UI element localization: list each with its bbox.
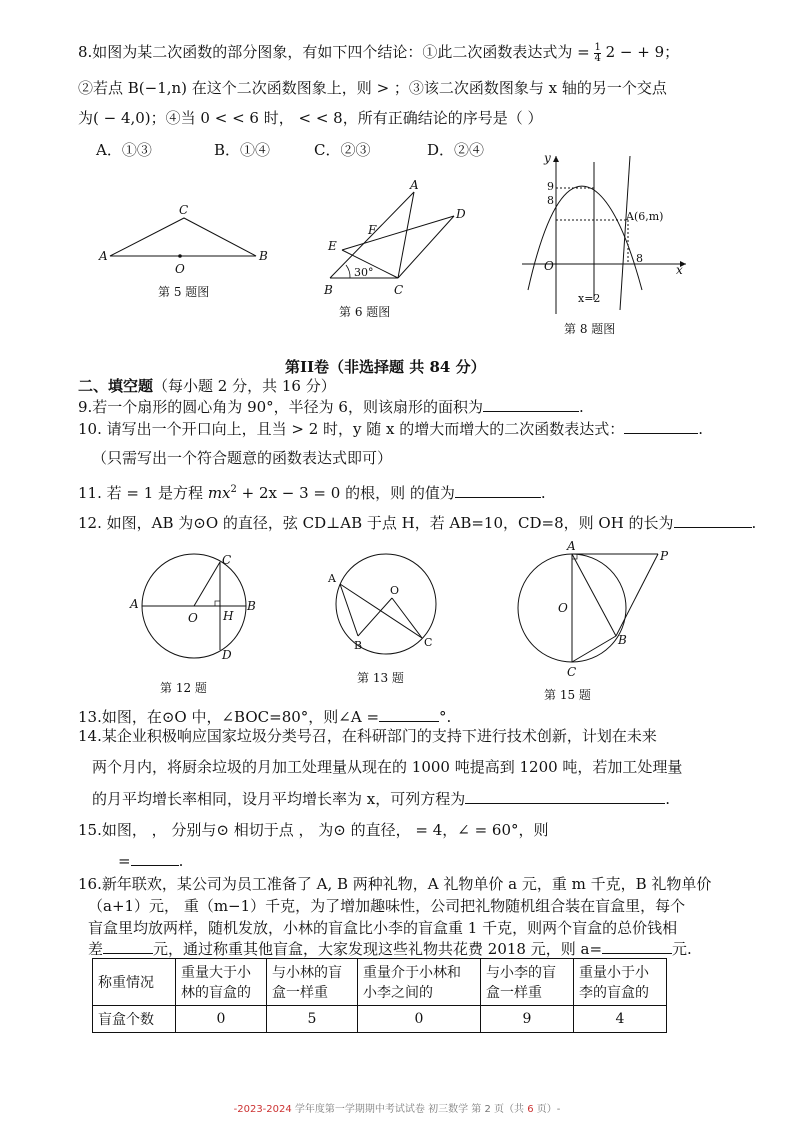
q12: 12. 如图，AB 为⊙O 的直径，弦 CD⊥AB 于点 H，若 AB=10，CD=8，则 OH 的长为 . bbox=[78, 514, 757, 532]
q14-line1: 14.某企业积极响应国家垃圾分类号召，在科研部门的支持下进行技术创新，计划在未来 bbox=[78, 727, 657, 745]
svg-text:30°: 30° bbox=[354, 266, 374, 279]
svg-text:B: B bbox=[618, 633, 627, 647]
q14-blank[interactable] bbox=[465, 788, 665, 804]
blind-box-table bbox=[92, 958, 667, 1033]
q16-line3: 盲盒里均放两样，随机发放，小林的盲盒比小李的盲盒重 1 千克，则两个盲盒的总价钱相 bbox=[88, 919, 678, 937]
figure-12-caption: 第 12 题 bbox=[160, 681, 207, 695]
svg-text:F: F bbox=[368, 223, 377, 237]
svg-text:O: O bbox=[188, 611, 198, 625]
figure-8 bbox=[516, 150, 696, 320]
table-header-cell: 与小李的盲 盒一样重 bbox=[481, 959, 574, 1006]
figure-15 bbox=[508, 538, 688, 678]
figure-8-caption: 第 8 题图 bbox=[564, 322, 616, 336]
q16-line2: （a+1）元， 重（m−1）千克，为了增加趣味性，公司把礼物随机组合装在盲盒里，每个 bbox=[88, 897, 686, 915]
svg-text:C: C bbox=[567, 665, 577, 678]
q13: 13.如图，在⊙O 中，∠BOC=80°，则∠A = °. bbox=[78, 708, 452, 726]
figure-12 bbox=[126, 552, 266, 664]
q16-line4: 差 元，通过称重其他盲盒，大家发现这些礼物共花费 2018 元，则 a= 元. bbox=[88, 940, 692, 958]
svg-text:8: 8 bbox=[547, 194, 554, 207]
figure-6 bbox=[316, 176, 476, 298]
svg-text:B: B bbox=[259, 249, 268, 263]
q16-line1: 16.新年联欢，某公司为员工准备了 A, B 两种礼物，A 礼物单价 a 元，重 m 千克，B 礼物单价 bbox=[78, 875, 712, 893]
q9: 9.若一个扇形的圆心角为 90°，半径为 6，则该扇形的面积为 . bbox=[78, 398, 584, 416]
svg-text:A(6,m): A(6,m) bbox=[626, 210, 664, 223]
svg-text:H: H bbox=[223, 609, 234, 623]
table-cell: 5 bbox=[267, 1006, 358, 1033]
svg-text:P: P bbox=[660, 549, 669, 563]
svg-text:D: D bbox=[456, 207, 466, 221]
q8-line2: ②若点 B(−1,n) 在这个二次函数图象上，则 > ；③该二次函数图象与 x 轴的另一个交点 bbox=[78, 79, 667, 97]
svg-text:B: B bbox=[324, 283, 333, 297]
svg-text:O: O bbox=[558, 601, 568, 615]
table-header-cell: 重量大于小 林的盲盒的 bbox=[176, 959, 267, 1006]
svg-text:8: 8 bbox=[636, 252, 643, 265]
q11: 11. 若 = 1 是方程 $mx^2 + 2x - 3 = 0$ 的根，则 的值为 . bbox=[78, 484, 546, 502]
svg-text:9: 9 bbox=[547, 180, 554, 193]
svg-text:A: A bbox=[567, 539, 576, 553]
svg-text:C: C bbox=[424, 636, 433, 649]
q15-line2: = . bbox=[118, 852, 184, 870]
table-cell: 0 bbox=[176, 1006, 267, 1033]
svg-text:x: x bbox=[676, 263, 683, 277]
svg-text:O: O bbox=[390, 584, 400, 597]
q11-blank[interactable] bbox=[455, 482, 541, 498]
q10: 10. 请写出一个开口向上，且当 > 2 时，y 随 x 的增大而增大的二次函数表达式： . bbox=[78, 420, 704, 438]
svg-text:B: B bbox=[354, 639, 363, 652]
q15-blank[interactable] bbox=[131, 850, 179, 866]
table-header-cell: 重量小于小 李的盲盒的 bbox=[574, 959, 667, 1006]
q8-option-d: D．②④ bbox=[427, 141, 485, 159]
svg-text:A: A bbox=[410, 178, 419, 192]
svg-text:y: y bbox=[544, 151, 551, 165]
table-header-row bbox=[93, 959, 667, 1006]
table-cell: 0 bbox=[358, 1006, 481, 1033]
figure-5-caption: 第 5 题图 bbox=[158, 285, 210, 299]
table-cell: 4 bbox=[574, 1006, 667, 1033]
svg-text:A: A bbox=[328, 572, 336, 585]
svg-text:O: O bbox=[544, 259, 554, 273]
table-header-cell: 重量介于小林和 小李之间的 bbox=[358, 959, 481, 1006]
svg-text:x=2: x=2 bbox=[578, 292, 601, 305]
q13-blank[interactable] bbox=[379, 706, 439, 722]
q12-blank[interactable] bbox=[674, 512, 752, 528]
q16-blank-2[interactable] bbox=[602, 938, 672, 954]
figure-6-caption: 第 6 题图 bbox=[339, 305, 391, 319]
q8-option-a: A．①③ bbox=[96, 141, 152, 159]
q15-line1: 15.如图， ， 分别与⊙ 相切于点 ， 为⊙ 的直径， = 4，∠ = 60°，则 bbox=[78, 821, 549, 839]
svg-text:C: C bbox=[394, 283, 404, 297]
svg-text:C: C bbox=[179, 203, 189, 217]
q10-blank[interactable] bbox=[624, 418, 698, 434]
figure-15-caption: 第 15 题 bbox=[544, 688, 591, 702]
section-2-title: 第II卷（非选择题 共 84 分） bbox=[285, 358, 486, 376]
figure-13-caption: 第 13 题 bbox=[357, 671, 404, 685]
fill-section-heading: 二、填空题（每小题 2 分，共 16 分） bbox=[78, 377, 336, 395]
q8-fraction: $\frac{1}{4}$ bbox=[594, 41, 601, 64]
figure-13 bbox=[324, 548, 444, 660]
table-header-cell: 与小林的盲 盒一样重 bbox=[267, 959, 358, 1006]
q8-line1: 8.如图为某二次函数的部分图象，有如下四个结论：①此二次函数表达式为 = $\frac{1}{4}$ 2 − + 9； bbox=[78, 41, 680, 64]
q8-option-c: C．②③ bbox=[314, 141, 371, 159]
svg-text:A: A bbox=[130, 597, 139, 611]
table-cell: 9 bbox=[481, 1006, 574, 1033]
q9-blank[interactable] bbox=[483, 396, 579, 412]
svg-text:O: O bbox=[175, 262, 185, 276]
table-row-label: 盲盒个数 bbox=[93, 1006, 176, 1033]
table-row bbox=[93, 1006, 667, 1033]
svg-text:E: E bbox=[328, 239, 337, 253]
svg-text:A: A bbox=[99, 249, 108, 263]
figure-5 bbox=[96, 196, 276, 276]
q10-note: （只需写出一个符合题意的函数表达式即可） bbox=[92, 449, 393, 467]
q8-line3: 为( − 4,0)；④当 0 < < 6 时， < < 8，所有正确结论的序号是（ ） bbox=[78, 109, 543, 127]
q14-line2: 两个月内，将厨余垃圾的月加工处理量从现在的 1000 吨提高到 1200 吨，若加工处理量 bbox=[92, 758, 683, 776]
q16-blank-1[interactable] bbox=[103, 938, 153, 954]
page-footer: -2023-2024 学年度第一学期期中考试试卷 初三数学 第 2 页（共 6 页）- bbox=[233, 1104, 561, 1115]
svg-text:C: C bbox=[222, 553, 232, 567]
q14-line3: 的月平均增长率相同，设月平均增长率为 x，可列方程为 . bbox=[92, 790, 671, 808]
table-header-cell: 称重情况 bbox=[93, 959, 176, 1006]
q8-option-b: B．①④ bbox=[214, 141, 271, 159]
svg-text:B: B bbox=[247, 599, 256, 613]
svg-text:D: D bbox=[222, 648, 232, 662]
